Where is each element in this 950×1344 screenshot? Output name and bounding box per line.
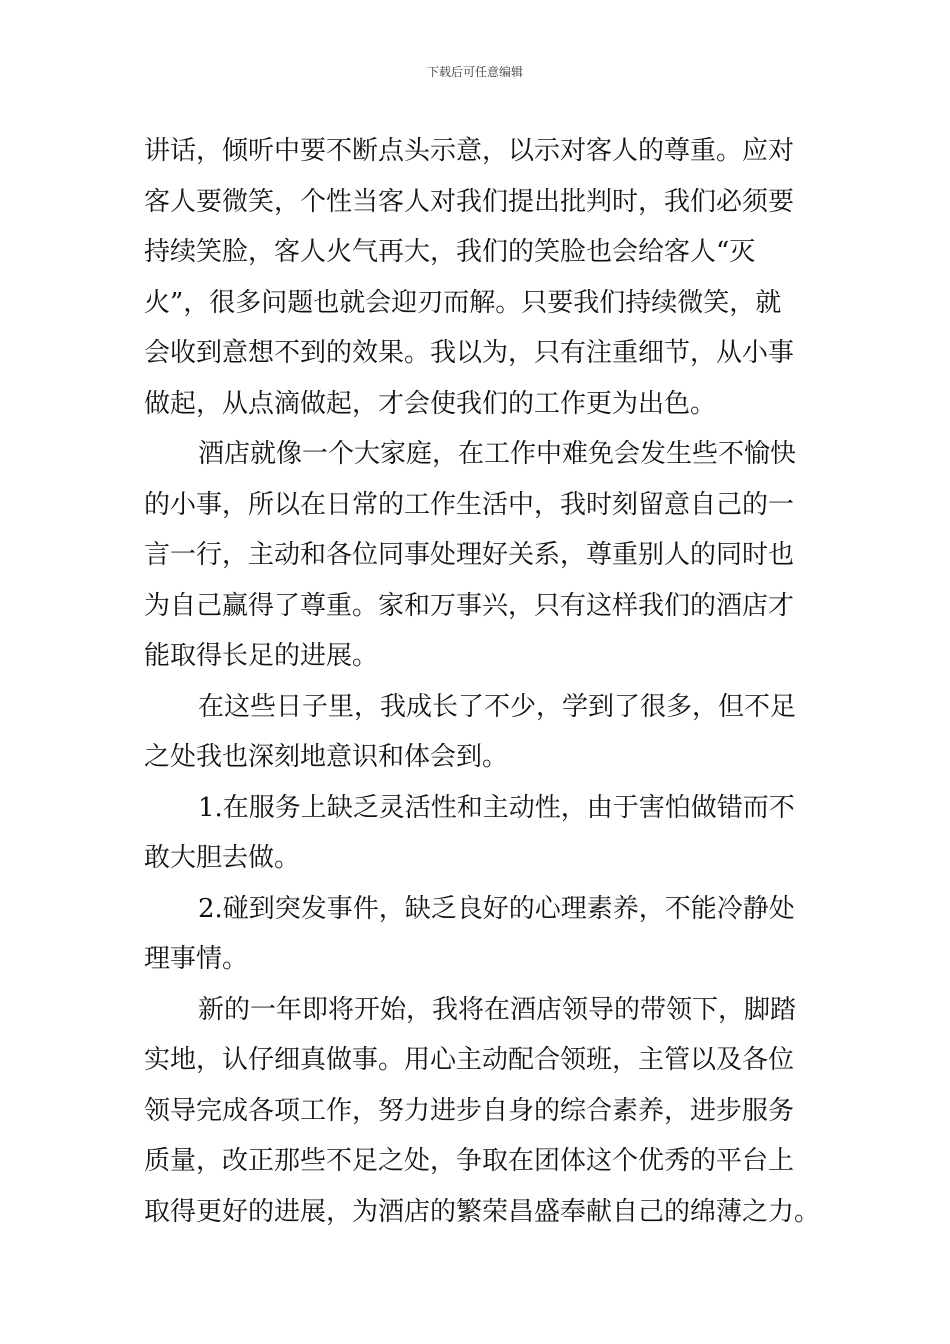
text-line: 的小事，所以在日常的工作生活中，我时刻留意自己的一	[144, 489, 795, 520]
text-line: 在这些日子里，我成长了不少，学到了很多，但不足	[198, 691, 797, 722]
text-line: 新的一年即将开始，我将在酒店领导的带领下，脚踏	[198, 994, 797, 1025]
text-line: 持续笑脸，客人火气再大，我们的笑脸也会给客人“灭	[144, 237, 756, 267]
paragraph	[144, 126, 814, 429]
text-line: 2.碰到突发事件，缺乏良好的心理素养，不能冷静处	[198, 893, 795, 924]
text-line: 取得更好的进展，为酒店的繁荣昌盛奉献自己的绵薄之力。	[144, 1196, 821, 1227]
text-line: 客人要微笑，个性当客人对我们提出批判时，我们必须要	[144, 186, 795, 217]
text-line: 能取得长足的进展。	[144, 641, 379, 671]
text-line: 为自己赢得了尊重。家和万事兴，只有这样我们的酒店才	[144, 590, 795, 621]
text-line: 理事情。	[144, 944, 249, 974]
text-line: 会收到意想不到的效果。我以为，只有注重细节，从小事	[144, 338, 795, 368]
text-line: 讲话，倾听中要不断点头示意，以示对客人的尊重。应对	[144, 136, 795, 166]
document-body	[144, 126, 821, 1237]
paragraph	[144, 429, 814, 682]
paragraph	[144, 682, 814, 783]
text-line: 敢大胆去做。	[144, 843, 301, 873]
text-line: 言一行，主动和各位同事处理好关系，尊重别人的同时也	[144, 540, 795, 570]
text-line: 之处我也深刻地意识和体会到。	[144, 742, 509, 772]
paragraph	[144, 985, 821, 1238]
text-line: 火”，很多问题也就会迎刃而解。只要我们持续微笑，就	[144, 287, 782, 318]
page-header: 下载后可任意编辑	[426, 65, 523, 79]
text-line: 质量，改正那些不足之处，争取在团体这个优秀的平台上	[144, 1146, 795, 1176]
text-line: 酒店就像一个大家庭，在工作中难免会发生些不愉快	[198, 439, 797, 469]
text-line: 做起，从点滴做起，才会使我们的工作更为出色。	[144, 388, 717, 419]
text-line: 实地，认仔细真做事。用心主动配合领班，主管以及各位	[144, 1045, 795, 1075]
text-line: 领导完成各项工作，努力进步自身的综合素养，进步服务	[144, 1095, 795, 1126]
text-line: 1.在服务上缺乏灵活性和主动性，由于害怕做错而不	[198, 792, 795, 823]
paragraph	[144, 884, 814, 985]
paragraph	[144, 783, 814, 884]
